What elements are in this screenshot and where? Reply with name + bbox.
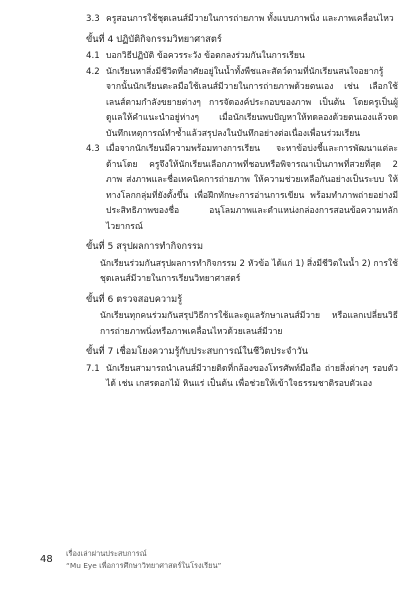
item-number: 4.2 — [86, 66, 100, 77]
item-text: เมื่อจากนักเรียนมีความพร้อมทางการเรียน จะหาข้อบ่งชี้และการพัฒนาแต่ละด้านโดย ครูจึงให้นักเรียนเลือกภาพที่ชอบหรือพิจารณาเป็นภาพที่สวยที่สุด 2 ภาพ ส่งภาพและชื่อเทคนิคการถ่ายภาพ ให้ความช่วยเหลือกันอย่างเป็นระบบ ให้ทางโลกกลุ่มที่ยังตั้งขึ้น เพื่อฝึกทักษะการอ่านการเขียน พร้อมทำภาพถ่ายอย่างมีประสิทธิภาพของชื่อ อนุโลมภาพและตำแหน่งกล่องการสอนข้อความหลักไวยากรณ์ — [106, 144, 398, 232]
item-text: นักเรียนหาสิ่งมีชีวิตที่อาศัยอยู่ในน้ำทั้งพืชและสัตว์ตามที่นักเรียนสนใจอยากรู้ จากนั้นนักเรียนตะลมือใช้เลนส์มีวายในการถ่ายภาพด้วยตนเอง เช่น เลือกใช้เลนส์ตามกำลังขยายต่างๆ การจัดองค์ประกอบของภาพ เป็นต้น โดยครูเป็นผู้ดูแลให้คำแนะนำอยู่ห่างๆ เมื่อนักเรียนพบปัญหาให้ทดลองด้วยตนเองแล้วจดบันทึกเหตุการณ์ทำซ้ำแล้วสรุปลงในบันทึกอย่างต่อเนื่องเพื่อนร่วมเรียน — [106, 66, 398, 139]
footer-book-title: “Mu Eye เพื่อการศึกษาวิทยาศาสตร์ในโรงเรียน” — [66, 561, 222, 570]
item-text: บอกวิธีปฏิบัติ ข้อควรระวัง ข้อตกลงร่วมกันในการเรียน — [106, 51, 305, 61]
page-number: 48 — [40, 554, 53, 565]
list-item-4-3 — [86, 142, 398, 235]
item-text: นักเรียนสามารถนำเลนส์มีวายติดที่กล้องของโทรศัพท์มือถือ ถ่ายสิ่งต่างๆ รอบตัวได้ เช่น เกสรดอกไม้ หินแร่ เป็นต้น เพื่อช่วยให้เข้าใจธรรมชาติรอบตัวเอง — [106, 363, 398, 389]
item-text: ครูสอนการใช้ชุดเลนส์มีวายในการถ่ายภาพ ทั้งแบบภาพนิ่ง และภาพเคลื่อนไหว — [106, 14, 394, 24]
footer-series-title: เรื่องเล่าผ่านประสบการณ์ — [66, 549, 147, 558]
list-item-7-1 — [86, 362, 398, 393]
item-number: 4.3 — [86, 144, 100, 154]
item-number: 4.1 — [86, 51, 100, 61]
step-7-heading: ขั้นที่ 7 เชื่อมโยงความรู้กับประสบการณ์ในชีวิตประจำวัน — [86, 346, 309, 357]
list-item-4-2 — [86, 65, 398, 143]
list-item-4-1 — [86, 49, 398, 65]
step-5-text: นักเรียนร่วมกันสรุปผลการทำกิจกรรม 2 หัวข้อ ได้แก่ 1) สิ่งมีชีวิตในน้ำ 2) การใช้ชุดเลนส์มีวายในการเรียนวิทยาศาสตร์ — [100, 258, 399, 284]
item-number: 7.1 — [86, 363, 100, 374]
page-footer — [0, 540, 420, 580]
item-number: 3.3 — [86, 14, 100, 24]
step-6-heading: ขั้นที่ 6 ตรวจสอบความรู้ — [86, 293, 183, 305]
step-4-heading: ขั้นที่ 4 ปฏิบัติกิจกรรมวิทยาศาสตร์ — [86, 33, 222, 45]
step-6-text: นักเรียนทุกคนร่วมกันสรุปวิธีการใช้และดูแลรักษาเลนส์มีวาย หรือแลกเปลี่ยนวิธีการถ่ายภาพนิ่งหรือภาพเคลื่อนไหวด้วยเลนส์มีวาย — [100, 311, 398, 337]
step-5-heading: ขั้นที่ 5 สรุปผลการทำกิจกรรม — [86, 241, 203, 252]
main-content — [86, 12, 398, 393]
list-item-3-3 — [86, 12, 398, 28]
